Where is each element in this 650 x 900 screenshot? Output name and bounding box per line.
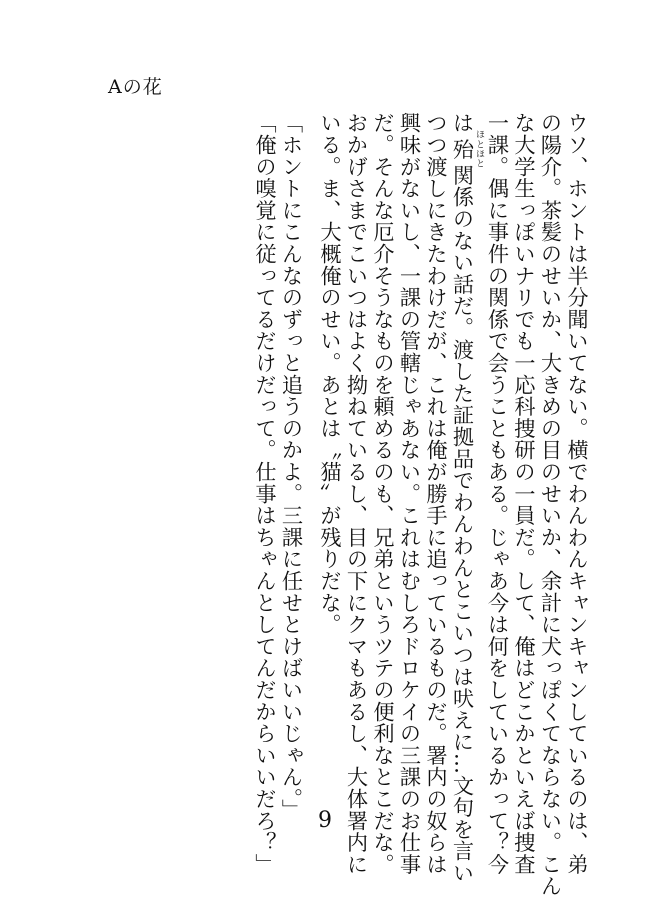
ruby-annotation (450, 129, 484, 169)
ruby-suffix: 関係のない話だ。渡した証拠品でわんわんとこいつは吠えに…文句を言い (450, 164, 476, 884)
dialogue-line: 「俺の嗅覚に従ってるだけだって。仕事はちゃんとしてんだからいいだろ？」 (253, 112, 278, 875)
ruby-base: 殆 (450, 129, 476, 169)
ruby-reading: ほとほと (474, 129, 484, 169)
body-line: な大学生っぽいナリでも一応科捜研の一員だ。して、俺はどこかといえば捜査 (512, 112, 537, 875)
ruby-prefix: は (450, 112, 476, 134)
paragraph-gap (305, 112, 317, 832)
page-number: 9 (318, 808, 332, 833)
body-line: の陽介。茶髪のせいか、大きめの目のせいか、余計に犬っぽくてならない。こん (538, 112, 564, 897)
vertical-text-block (252, 112, 591, 897)
body-line: だ。そんな厄介そうなものを頼めるのも、兄弟というツテの便利なとこだな。 (371, 112, 396, 875)
body-line: ウソ、ホントは半分聞いてない。横でわんわんキャンキャンしているのは、弟 (565, 112, 590, 875)
body-line-with-ruby (449, 112, 484, 884)
body-line: 興味がないし、一課の管轄じゃあない。これはむしろドロケイの三課のお仕事 (397, 112, 423, 875)
body-line: おかげさまでこいつはよく拗ねているし、目の下にクマもあるし、大体署内に (344, 112, 370, 875)
body-line: 一課。偶に事件の関係で会うこともある。じゃあ今は何をしているかって？今 (485, 112, 511, 875)
dialogue-line: 「ホントにこんなのずっと追うのかよ。三課に任せとけばいいじゃん。」 (279, 112, 305, 821)
body-line: いる。ま、大概俺のせい。あとは〝猫〟が残りだな。 (318, 112, 343, 636)
body-line: つつ渡しにきたわけだが、これは俺が勝手に追っているものだ。署内の奴らは (424, 112, 449, 875)
running-header: Aの花 (108, 76, 163, 98)
